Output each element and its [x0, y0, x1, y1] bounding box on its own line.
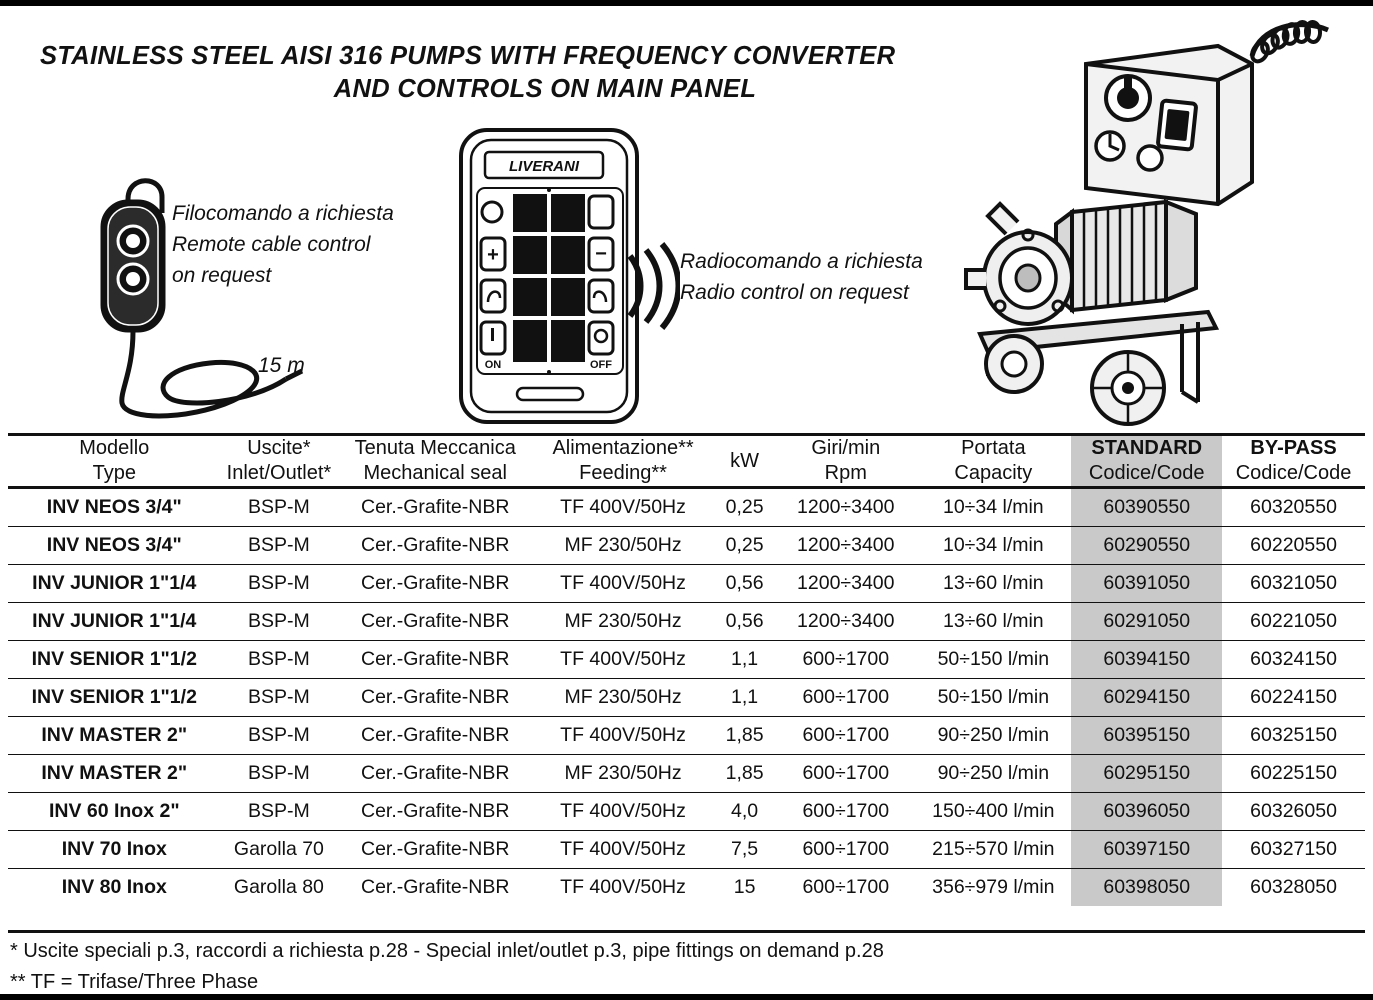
cell-model: INV MASTER 2" [41, 762, 188, 784]
cell-feeding: MF 230/50Hz [564, 610, 682, 632]
cell-capacity: 10÷34 l/min [942, 534, 1044, 556]
cell-capacity: 356÷979 l/min [932, 876, 1055, 898]
cell-rpm: 1200÷3400 [797, 496, 895, 518]
cell-seal: Cer.-Grafite-NBR [360, 876, 510, 898]
cell-bypass-code: 60328050 [1250, 876, 1337, 898]
cell-rpm: 600÷1700 [802, 762, 890, 784]
cell-outlet: BSP-M [248, 724, 310, 746]
cell-model: INV JUNIOR 1"1/4 [32, 610, 197, 632]
radio-waves-icon [620, 236, 680, 336]
header-capacity-en: Capacity [954, 462, 1033, 484]
header-bypass-it: BY-PASS [1250, 437, 1337, 459]
cell-seal: Cer.-Grafite-NBR [360, 572, 510, 594]
table-row [8, 869, 1365, 907]
radio-caption-it: Radiocomando a richiesta [680, 250, 923, 273]
cell-capacity: 90÷250 l/min [937, 762, 1050, 784]
cell-bypass-code: 60224150 [1250, 686, 1337, 708]
table-bottom-rule [8, 930, 1365, 933]
cell-bypass-code: 60220550 [1250, 534, 1337, 556]
cell-standard-code: 60398050 [1071, 869, 1222, 907]
cell-feeding: MF 230/50Hz [564, 762, 682, 784]
cable-caption-en-1: Remote cable control [172, 233, 371, 256]
cell-kw: 15 [733, 876, 756, 898]
header-feeding-it: Alimentazione** [552, 437, 694, 459]
cell-seal: Cer.-Grafite-NBR [360, 686, 510, 708]
table-row [8, 603, 1365, 641]
header-standard-it: STANDARD [1091, 437, 1203, 459]
cell-bypass-code: 60327150 [1250, 838, 1337, 860]
svg-text:LIVERANI: LIVERANI [508, 158, 580, 175]
cell-bypass-code: 60324150 [1250, 648, 1337, 670]
cell-kw: 0,25 [725, 534, 764, 556]
cell-outlet: BSP-M [248, 572, 310, 594]
table-header [8, 435, 1365, 488]
header-outlet [221, 435, 338, 488]
cell-standard-code: 60295150 [1071, 755, 1222, 793]
header-seal-en: Mechanical seal [363, 462, 507, 484]
cell-seal: Cer.-Grafite-NBR [360, 496, 510, 518]
header-feeding-en: Feeding** [579, 462, 667, 484]
header-model-it: Modello [79, 437, 150, 459]
cell-kw: 1,1 [731, 648, 759, 670]
cell-feeding: MF 230/50Hz [564, 534, 682, 556]
table-row [8, 488, 1365, 527]
cell-model: INV JUNIOR 1"1/4 [32, 572, 197, 594]
cell-capacity: 13÷60 l/min [942, 572, 1044, 594]
cell-seal: Cer.-Grafite-NBR [360, 762, 510, 784]
cell-capacity: 90÷250 l/min [937, 724, 1050, 746]
cell-outlet: BSP-M [248, 800, 310, 822]
cell-capacity: 50÷150 l/min [937, 686, 1050, 708]
header-feeding [533, 435, 713, 488]
cell-outlet: Garolla 80 [233, 876, 324, 898]
cell-seal: Cer.-Grafite-NBR [360, 838, 510, 860]
cell-rpm: 600÷1700 [802, 686, 890, 708]
cell-rpm: 1200÷3400 [797, 534, 895, 556]
table-row [8, 793, 1365, 831]
table-header-row [8, 435, 1365, 488]
cell-feeding: TF 400V/50Hz [560, 572, 686, 594]
cell-rpm: 600÷1700 [802, 838, 890, 860]
cell-outlet: BSP-M [248, 610, 310, 632]
footnote-2: ** TF = Trifase/Three Phase [10, 971, 259, 993]
cell-standard-code: 60395150 [1071, 717, 1222, 755]
page-title-line1: STAINLESS STEEL AISI 316 PUMPS WITH FREQUENCY CONVERTER [40, 42, 896, 70]
header-standard [1071, 435, 1222, 488]
header-capacity-it: Portata [961, 437, 1026, 459]
cell-rpm: 1200÷3400 [797, 572, 895, 594]
cell-feeding: TF 400V/50Hz [560, 648, 686, 670]
cell-seal: Cer.-Grafite-NBR [360, 648, 510, 670]
cell-feeding: TF 400V/50Hz [560, 800, 686, 822]
table-row [8, 641, 1365, 679]
cell-outlet: Garolla 70 [233, 838, 324, 860]
cell-standard-code: 60390550 [1071, 488, 1222, 527]
cell-capacity: 10÷34 l/min [942, 496, 1044, 518]
cell-feeding: MF 230/50Hz [564, 686, 682, 708]
cell-standard-code: 60294150 [1071, 679, 1222, 717]
radio-control-illustration [455, 126, 645, 426]
header-standard-en: Codice/Code [1088, 462, 1205, 484]
cell-kw: 0,56 [725, 610, 764, 632]
svg-text:ON: ON [484, 359, 502, 371]
svg-text:−: − [595, 243, 607, 265]
cell-model: INV 60 Inox 2" [48, 800, 180, 822]
cell-model: INV 70 Inox [61, 838, 167, 860]
cable-caption-it: Filocomando a richiesta [172, 202, 394, 225]
cable-length-label: 15 m [258, 354, 305, 377]
cell-capacity: 50÷150 l/min [937, 648, 1050, 670]
cell-seal: Cer.-Grafite-NBR [360, 724, 510, 746]
cell-kw: 0,56 [725, 572, 764, 594]
cell-feeding: TF 400V/50Hz [560, 724, 686, 746]
cell-rpm: 600÷1700 [802, 648, 890, 670]
svg-text:+: + [487, 244, 499, 266]
cell-seal: Cer.-Grafite-NBR [360, 534, 510, 556]
cell-outlet: BSP-M [248, 648, 310, 670]
cable-caption-en-2: on request [172, 264, 272, 287]
header-seal-it: Tenuta Meccanica [354, 437, 516, 459]
cell-bypass-code: 60321050 [1250, 572, 1337, 594]
cell-feeding: TF 400V/50Hz [560, 838, 686, 860]
header-kw-it: kW [730, 449, 760, 472]
cell-seal: Cer.-Grafite-NBR [360, 800, 510, 822]
cell-standard-code: 60396050 [1071, 793, 1222, 831]
table-row [8, 717, 1365, 755]
cell-kw: 0,25 [725, 496, 764, 518]
cell-kw: 1,85 [725, 724, 764, 746]
cell-kw: 4,0 [731, 800, 759, 822]
cell-bypass-code: 60325150 [1250, 724, 1337, 746]
header-model-en: Type [92, 462, 136, 484]
header-outlet-en: Inlet/Outlet* [226, 462, 332, 484]
cell-model: INV MASTER 2" [41, 724, 188, 746]
radio-control-caption [680, 246, 923, 308]
header-seal [337, 435, 533, 488]
cell-capacity: 215÷570 l/min [932, 838, 1055, 860]
table-body [8, 488, 1365, 907]
cell-rpm: 600÷1700 [802, 876, 890, 898]
footnotes [10, 936, 1350, 998]
pump-illustration [960, 16, 1360, 431]
cell-kw: 7,5 [731, 838, 759, 860]
cell-standard-code: 60394150 [1071, 641, 1222, 679]
header-outlet-it: Uscite* [247, 437, 311, 459]
cell-rpm: 1200÷3400 [797, 610, 895, 632]
svg-text:OFF: OFF [590, 359, 612, 371]
cell-model: INV NEOS 3/4" [46, 534, 182, 556]
header-bypass [1222, 435, 1365, 488]
cell-outlet: BSP-M [248, 534, 310, 556]
cell-feeding: TF 400V/50Hz [560, 496, 686, 518]
table-row [8, 755, 1365, 793]
cell-capacity: 150÷400 l/min [932, 800, 1055, 822]
cell-model: INV SENIOR 1"1/2 [31, 686, 197, 708]
header-capacity [915, 435, 1071, 488]
page-title [40, 40, 970, 106]
cell-outlet: BSP-M [248, 762, 310, 784]
cell-standard-code: 60391050 [1071, 565, 1222, 603]
header-rpm-en: Rpm [824, 462, 867, 484]
header-kw [713, 435, 776, 488]
remote-cable-control-caption [172, 198, 394, 291]
specifications-table [8, 433, 1365, 906]
cell-bypass-code: 60225150 [1250, 762, 1337, 784]
header-model [8, 435, 221, 488]
table-row [8, 679, 1365, 717]
radio-caption-en: Radio control on request [680, 281, 909, 304]
header-rpm-it: Giri/min [811, 437, 881, 459]
cell-model: INV 80 Inox [61, 876, 167, 898]
cell-standard-code: 60290550 [1071, 527, 1222, 565]
table-row [8, 831, 1365, 869]
cell-capacity: 13÷60 l/min [942, 610, 1044, 632]
cell-outlet: BSP-M [248, 496, 310, 518]
page-title-line2: AND CONTROLS ON MAIN PANEL [333, 75, 757, 103]
table-row [8, 527, 1365, 565]
cell-bypass-code: 60320550 [1250, 496, 1337, 518]
table-row [8, 565, 1365, 603]
cell-kw: 1,85 [725, 762, 764, 784]
cell-standard-code: 60397150 [1071, 831, 1222, 869]
cell-seal: Cer.-Grafite-NBR [360, 610, 510, 632]
cell-feeding: TF 400V/50Hz [560, 876, 686, 898]
footnote-1: * Uscite speciali p.3, raccordi a richiesta p.28 - Special inlet/outlet p.3, pipe fittings on demand p.28 [10, 940, 884, 962]
cell-rpm: 600÷1700 [802, 800, 890, 822]
cell-model: INV SENIOR 1"1/2 [31, 648, 197, 670]
cell-standard-code: 60291050 [1071, 603, 1222, 641]
cell-model: INV NEOS 3/4" [46, 496, 182, 518]
cell-outlet: BSP-M [248, 686, 310, 708]
cell-bypass-code: 60221050 [1250, 610, 1337, 632]
header-bypass-en: Codice/Code [1235, 462, 1352, 484]
header-rpm [776, 435, 915, 488]
cell-rpm: 600÷1700 [802, 724, 890, 746]
cell-kw: 1,1 [731, 686, 759, 708]
cell-bypass-code: 60326050 [1250, 800, 1337, 822]
